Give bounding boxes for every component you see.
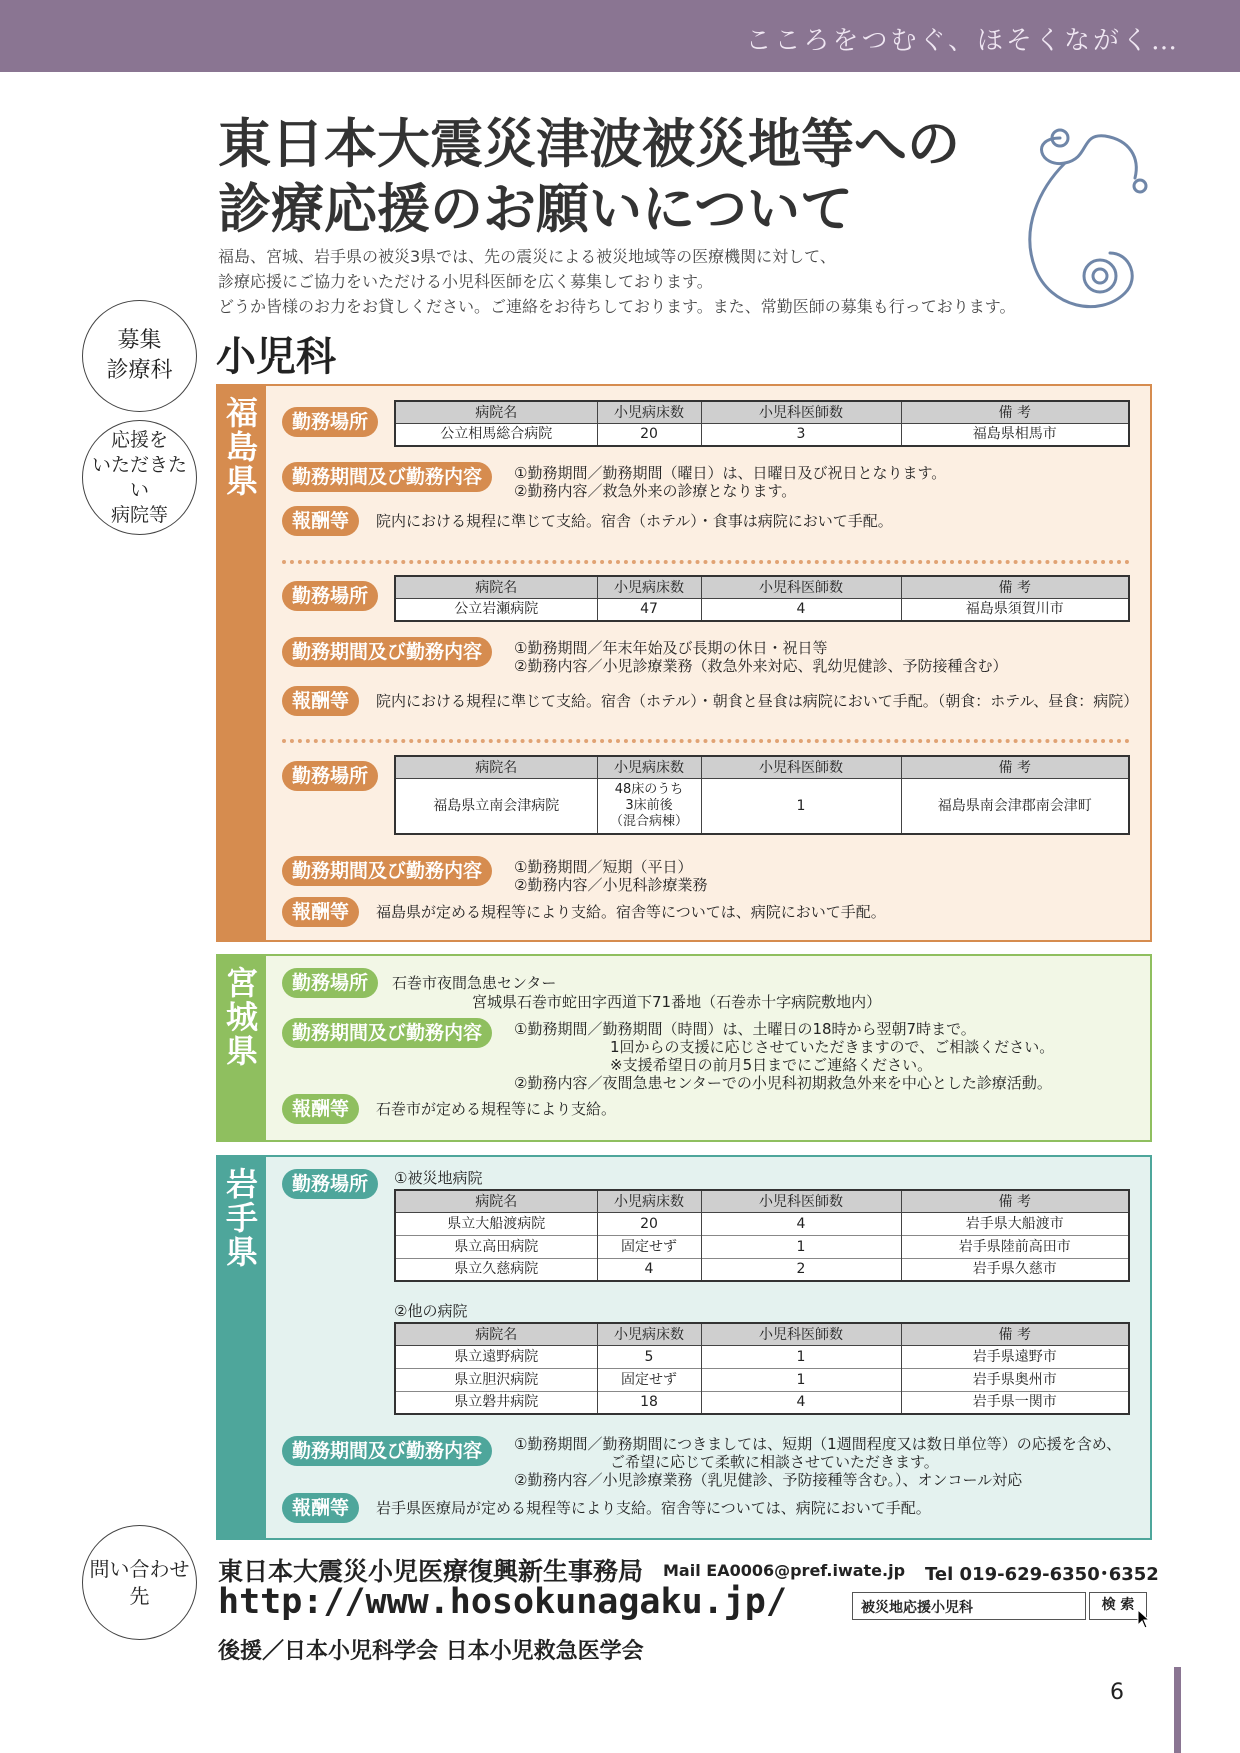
table-row <box>395 1212 1129 1235</box>
place-tag: 勤務場所 <box>282 407 378 437</box>
col-header: 病院名 <box>395 1190 597 1212</box>
col-header: 備 考 <box>901 401 1129 423</box>
header-tagline: こころをつむぐ、ほそくながく… <box>745 26 1180 56</box>
beds-line: 3床前後 <box>625 797 673 813</box>
cell: 岩手県大船渡市 <box>901 1212 1129 1235</box>
place-address: 宮城県石巻市蛇田字西道下71番地（石巻赤十字病院敷地内） <box>472 993 882 1011</box>
pay-tag: 報酬等 <box>282 1493 359 1523</box>
period-text: ②勤務内容／小児診療業務（救急外来対応、乳幼児健診、予防接種含む） <box>514 657 1008 675</box>
period-text: ①勤務期間／年末年始及び長期の休日・祝日等 <box>514 639 828 657</box>
hospitals-label: 応援を いただきたい 病院等 <box>91 428 187 526</box>
cell: 岩手県久慈市 <box>901 1258 1129 1281</box>
cell: 1 <box>701 1235 901 1258</box>
period-text: ②勤務内容／小児科診療業務 <box>514 876 708 894</box>
prefecture-strip <box>218 386 266 940</box>
intro-line: どうか皆様のお力をお貸しください。ご連絡をお待ちしております。また、常勤医師の募集も行っております。 <box>218 297 1016 316</box>
cell <box>597 778 701 834</box>
website-link[interactable]: http://www.hosokunagaku.jp/ <box>218 1582 787 1622</box>
cell: 県立大船渡病院 <box>395 1212 597 1235</box>
pay-tag: 報酬等 <box>282 897 359 927</box>
stethoscope-icon <box>1010 118 1170 338</box>
prefecture-char: 宮 <box>225 964 258 1002</box>
cell: 公立相馬総合病院 <box>395 423 597 446</box>
table-row <box>395 778 1129 834</box>
place-text: 石巻市夜間急患センター <box>392 974 557 992</box>
beds-line: 48床のうち <box>614 781 684 797</box>
divider <box>282 739 1130 743</box>
pay-text: 院内における規程に準じて支給。宿舎（ホテル）・食事は病院において手配。 <box>376 512 893 530</box>
prefecture-char: 手 <box>225 1199 258 1237</box>
pay-text: 岩手県医療局が定める規程等により支給。宿舎等については、病院において手配。 <box>376 1499 931 1517</box>
intro-line: 診療応援にご協力をいただける小児科医師を広く募集しております。 <box>218 272 713 291</box>
table-row <box>395 423 1129 446</box>
period-text: ②勤務内容／夜間急患センターでの小児科初期救急外来を中心とした診療活動。 <box>514 1074 1052 1092</box>
cell: 4 <box>701 598 901 621</box>
contact-label: 問い合わせ先 <box>89 1556 190 1608</box>
cell: 5 <box>597 1345 701 1368</box>
pay-tag: 報酬等 <box>282 506 359 536</box>
cell: 20 <box>597 423 701 446</box>
hospital-table <box>394 1189 1130 1282</box>
prefecture-name <box>226 396 258 498</box>
cell: 岩手県遠野市 <box>901 1345 1129 1368</box>
pay-tag: 報酬等 <box>282 1094 359 1124</box>
cell: 4 <box>701 1212 901 1235</box>
table-row <box>395 598 1129 621</box>
iwate-section <box>216 1155 1152 1540</box>
prefecture-char: 城 <box>225 998 258 1036</box>
hospital-table <box>394 575 1130 622</box>
group-label: ①被災地病院 <box>394 1169 483 1187</box>
cursor-icon <box>1137 1609 1151 1629</box>
col-header: 小児科医師数 <box>701 401 901 423</box>
cell: 公立岩瀬病院 <box>395 598 597 621</box>
prefecture-name <box>226 1167 258 1269</box>
title-line-2: 診療応援のお願いについて <box>218 178 853 240</box>
group-label: ②他の病院 <box>394 1302 468 1320</box>
header-bar <box>0 0 1240 72</box>
cell: 福島県相馬市 <box>901 423 1129 446</box>
period-tag: 勤務期間及び勤務内容 <box>282 1018 492 1048</box>
period-tag: 勤務期間及び勤務内容 <box>282 856 492 886</box>
period-tag: 勤務期間及び勤務内容 <box>282 637 492 667</box>
table-row <box>395 1368 1129 1391</box>
col-header: 備 考 <box>901 756 1129 778</box>
prefecture-strip <box>218 1157 266 1538</box>
title-line-1: 東日本大震災津波被災地等への <box>218 113 960 175</box>
col-header: 小児病床数 <box>597 576 701 598</box>
cell: 県立胆沢病院 <box>395 1368 597 1391</box>
period-tag: 勤務期間及び勤務内容 <box>282 462 492 492</box>
col-header: 備 考 <box>901 1190 1129 1212</box>
hospital-table <box>394 400 1130 447</box>
col-header: 病院名 <box>395 756 597 778</box>
period-text: ②勤務内容／小児診療業務（乳児健診、予防接種等含む。）、オンコール対応 <box>514 1471 1023 1489</box>
place-tag: 勤務場所 <box>282 761 378 791</box>
col-header: 病院名 <box>395 1323 597 1345</box>
contact-org: 東日本大震災小児医療復興新生事務局 <box>218 1557 644 1586</box>
period-text: 1回からの支援に応じさせていただきますので、ご相談ください。 <box>610 1038 1055 1056</box>
cell: 4 <box>701 1391 901 1414</box>
divider <box>282 560 1130 564</box>
recruit-dept-circle <box>82 300 197 412</box>
place-tag: 勤務場所 <box>282 1169 378 1199</box>
cell: 福島県南会津郡南会津町 <box>901 778 1129 834</box>
pay-tag: 報酬等 <box>282 686 359 716</box>
contact-circle <box>82 1525 197 1640</box>
contact-mail[interactable]: Mail EA0006@pref.iwate.jp <box>663 1561 906 1580</box>
hospitals-circle <box>82 420 197 535</box>
cell: 1 <box>701 778 901 834</box>
page-title <box>218 112 960 242</box>
search-input[interactable]: 被災地応援小児科 <box>852 1592 1086 1620</box>
prefecture-char: 県 <box>225 462 258 500</box>
contact-tel: Tel 019-629-6350･6352 <box>925 1564 1159 1585</box>
cell: 県立高田病院 <box>395 1235 597 1258</box>
period-text: ※支援希望日の前月5日までにご連絡ください。 <box>610 1056 933 1074</box>
place-tag: 勤務場所 <box>282 581 378 611</box>
hospital-table <box>394 1322 1130 1415</box>
prefecture-name <box>226 966 258 1068</box>
prefecture-char: 福 <box>225 394 258 432</box>
col-header: 小児科医師数 <box>701 756 901 778</box>
cell: 岩手県奥州市 <box>901 1368 1129 1391</box>
fukushima-section <box>216 384 1152 942</box>
cell: 固定せず <box>597 1368 701 1391</box>
table-row <box>395 1258 1129 1281</box>
cell: 2 <box>701 1258 901 1281</box>
beds-line: （混合病棟） <box>609 813 688 829</box>
col-header: 備 考 <box>901 1323 1129 1345</box>
intro-line: 福島、宮城、岩手県の被災3県では、先の震災による被災地域等の医療機関に対して、 <box>218 247 836 266</box>
col-header: 小児病床数 <box>597 401 701 423</box>
cell: 岩手県一関市 <box>901 1391 1129 1414</box>
period-text: ①勤務期間／短期（平日） <box>514 858 693 876</box>
cell: 福島県立南会津病院 <box>395 778 597 834</box>
period-tag: 勤務期間及び勤務内容 <box>282 1436 492 1466</box>
col-header: 病院名 <box>395 401 597 423</box>
cell: 県立久慈病院 <box>395 1258 597 1281</box>
period-text: ①勤務期間／勤務期間（曜日）は、日曜日及び祝日となります。 <box>514 464 947 482</box>
prefecture-char: 島 <box>225 428 258 466</box>
col-header: 小児病床数 <box>597 1190 701 1212</box>
search-button[interactable]: 検 索 <box>1089 1592 1147 1620</box>
table-row <box>395 1345 1129 1368</box>
cell: 固定せず <box>597 1235 701 1258</box>
col-header: 小児科医師数 <box>701 1190 901 1212</box>
period-text: ご希望に応じて柔軟に相談させていただきます。 <box>610 1453 939 1471</box>
col-header: 病院名 <box>395 576 597 598</box>
cell: 18 <box>597 1391 701 1414</box>
place-tag: 勤務場所 <box>282 968 378 998</box>
cell: 20 <box>597 1212 701 1235</box>
cell: 47 <box>597 598 701 621</box>
col-header: 小児病床数 <box>597 1323 701 1345</box>
period-text: ①勤務期間／勤務期間（時間）は、土曜日の18時から翌朝7時まで。 <box>514 1020 976 1038</box>
period-text: ②勤務内容／救急外来の診療となります。 <box>514 482 797 500</box>
col-header: 小児科医師数 <box>701 1323 901 1345</box>
cell: 岩手県陸前高田市 <box>901 1235 1129 1258</box>
cell: 県立磐井病院 <box>395 1391 597 1414</box>
table-row <box>395 1235 1129 1258</box>
recruit-dept-label: 募集 診療科 <box>106 328 173 383</box>
cell: 福島県須賀川市 <box>901 598 1129 621</box>
prefecture-char: 県 <box>225 1233 258 1271</box>
miyagi-section <box>216 954 1152 1142</box>
pay-text: 石巻市が定める規程等により支給。 <box>376 1100 617 1118</box>
page-edge-bar <box>1174 1667 1181 1753</box>
prefecture-char: 県 <box>225 1032 258 1070</box>
col-header: 小児病床数 <box>597 756 701 778</box>
col-header: 備 考 <box>901 576 1129 598</box>
hospital-table <box>394 755 1130 835</box>
department-name: 小児科 <box>216 334 336 380</box>
period-text: ①勤務期間／勤務期間につきましては、短期（1週間程度又は数日単位等）の応援を含め、 <box>514 1435 1122 1453</box>
prefecture-char: 岩 <box>225 1165 258 1203</box>
pay-text: 福島県が定める規程等により支給。宿舎等については、病院において手配。 <box>376 903 886 921</box>
prefecture-strip <box>218 956 266 1140</box>
cell: 1 <box>701 1368 901 1391</box>
cell: 県立遠野病院 <box>395 1345 597 1368</box>
cell: 4 <box>597 1258 701 1281</box>
table-row <box>395 1391 1129 1414</box>
cell: 3 <box>701 423 901 446</box>
intro-text <box>218 244 1015 319</box>
pay-text: 院内における規程に準じて支給。宿舎（ホテル）・朝食と昼食は病院において手配。（朝食：ホテル、昼食：病院） <box>376 692 1139 710</box>
cell: 1 <box>701 1345 901 1368</box>
col-header: 小児科医師数 <box>701 576 901 598</box>
sponsor-text: 後援／日本小児科学会 日本小児救急医学会 <box>218 1639 644 1664</box>
page-number: 6 <box>1110 1680 1124 1705</box>
